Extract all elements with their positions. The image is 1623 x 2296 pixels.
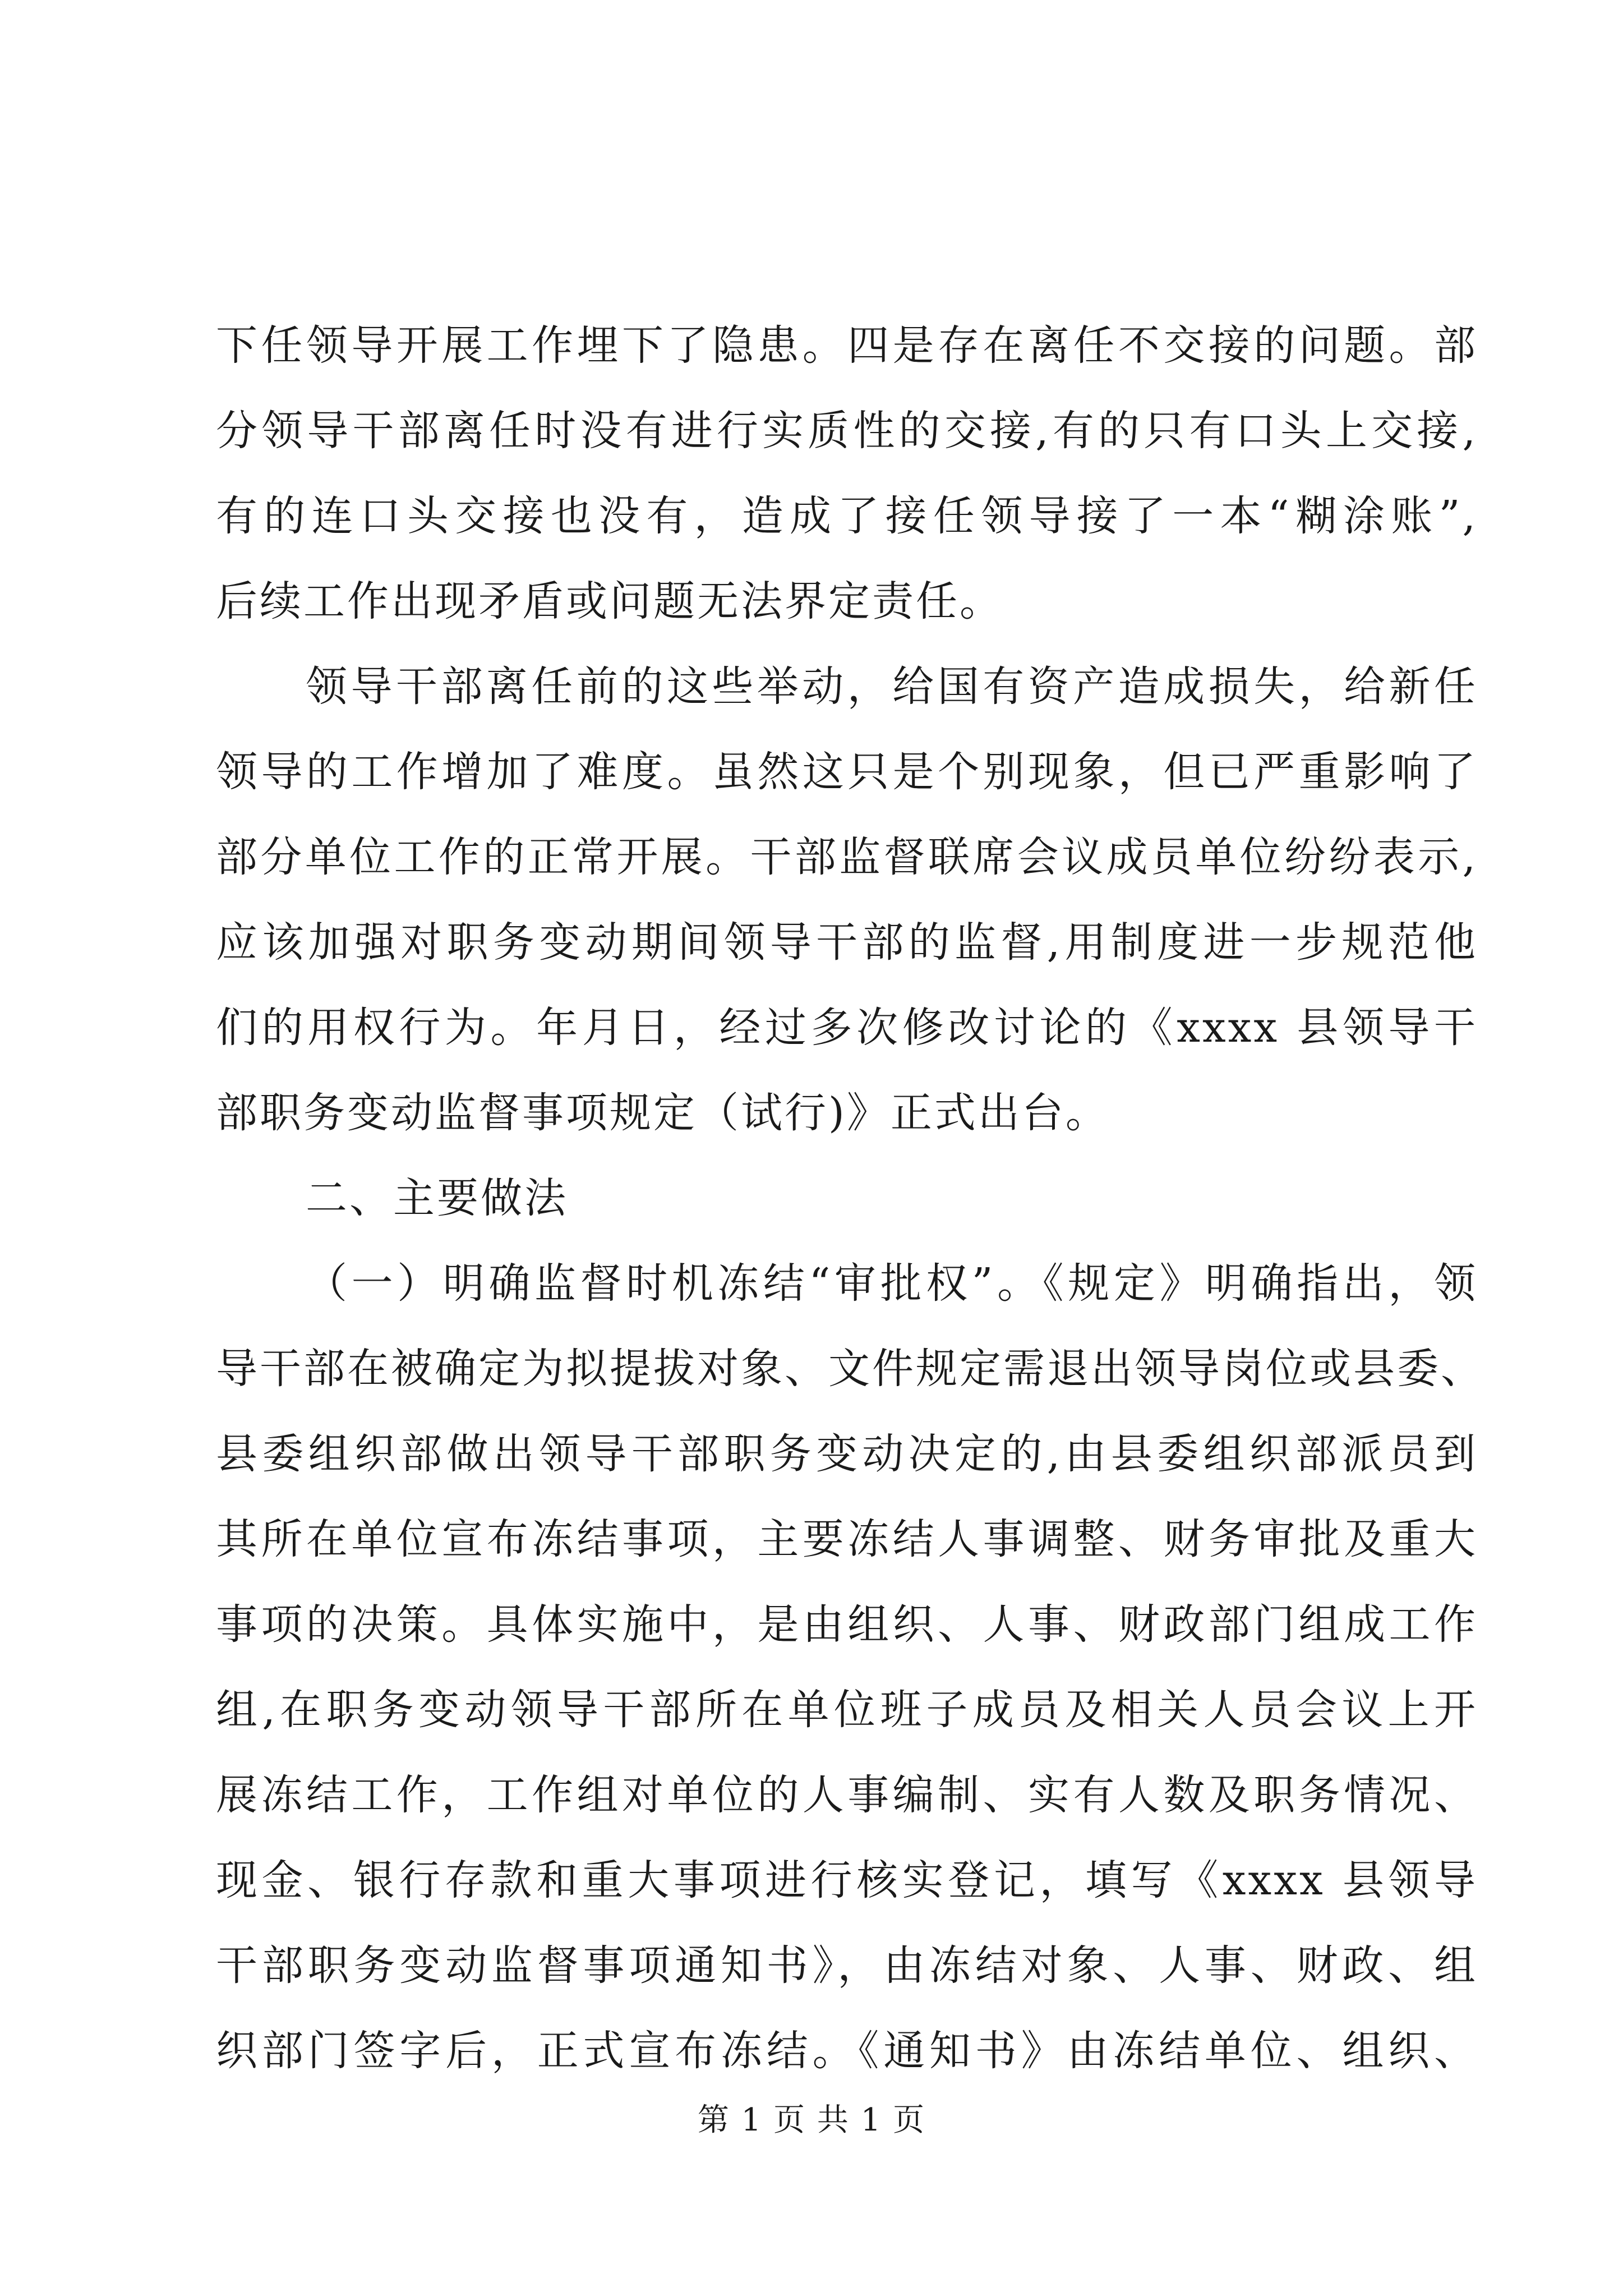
text-line: 后续工作出现矛盾或问题无法界定责任。 [216,577,1003,625]
text-line: 织部门签字后，正式宣布冻结。《通知书》由冻结单位、组织、 [216,2027,1478,2075]
text-line: 导干部在被确定为拟提拔对象、文件规定需退出领导岗位或县委、 [216,1345,1484,1393]
text-line: 领导干部离任前的这些举动，给国有资产造成损失，给新任 [306,662,1478,711]
page-footer [0,2101,1623,2140]
text-line: （一）明确监督时机冻结“审批权”。《规定》明确指出，领 [306,1259,1478,1308]
text-line: 下任领导开展工作埋下了隐患。四是存在离任不交接的问题。部 [216,321,1478,370]
text-line: 现金、银行存款和重大事项进行核实登记，填写《xxxx 县领导 [216,1856,1478,1904]
document-body [216,303,1484,2093]
text-line: 分领导干部离任时没有进行实质性的交接,有的只有口头上交接, [216,407,1478,455]
section-heading: 二、主要做法 [306,1174,568,1222]
text-line: 干部职务变动监督事项通知书》，由冻结对象、人事、财政、组 [216,1941,1478,1990]
text-line: 部分单位工作的正常开展。干部监督联席会议成员单位纷纷表示, [216,833,1478,881]
text-line: 县委组织部做出领导干部职务变动决定的,由县委组织部派员到 [216,1430,1478,1478]
text-line: 领导的工作增加了难度。虽然这只是个别现象，但已严重影响了 [216,748,1478,796]
text-line: 部职务变动监督事项规定（试行)》正式出台。 [216,1089,1109,1137]
text-line: 事项的决策。具体实施中，是由组织、人事、财政部门组成工作 [216,1600,1478,1649]
text-line: 应该加强对职务变动期间领导干部的监督,用制度进一步规范他 [216,918,1478,967]
text-line: 有的连口头交接也没有，造成了接任领导接了一本“糊涂账”, [216,492,1478,540]
text-line: 其所在单位宣布冻结事项，主要冻结人事调整、财务审批及重大 [216,1515,1478,1563]
text-line: 展冻结工作，工作组对单位的人事编制、实有人数及职务情况、 [216,1771,1478,1819]
text-line: 们的用权行为。年月日，经过多次修改讨论的《xxxx 县领导干 [216,1004,1478,1052]
text-line: 组,在职务变动领导干部所在单位班子成员及相关人员会议上开 [216,1686,1478,1734]
page-number-label: 第 1 页 共 1 页 [697,2102,926,2138]
